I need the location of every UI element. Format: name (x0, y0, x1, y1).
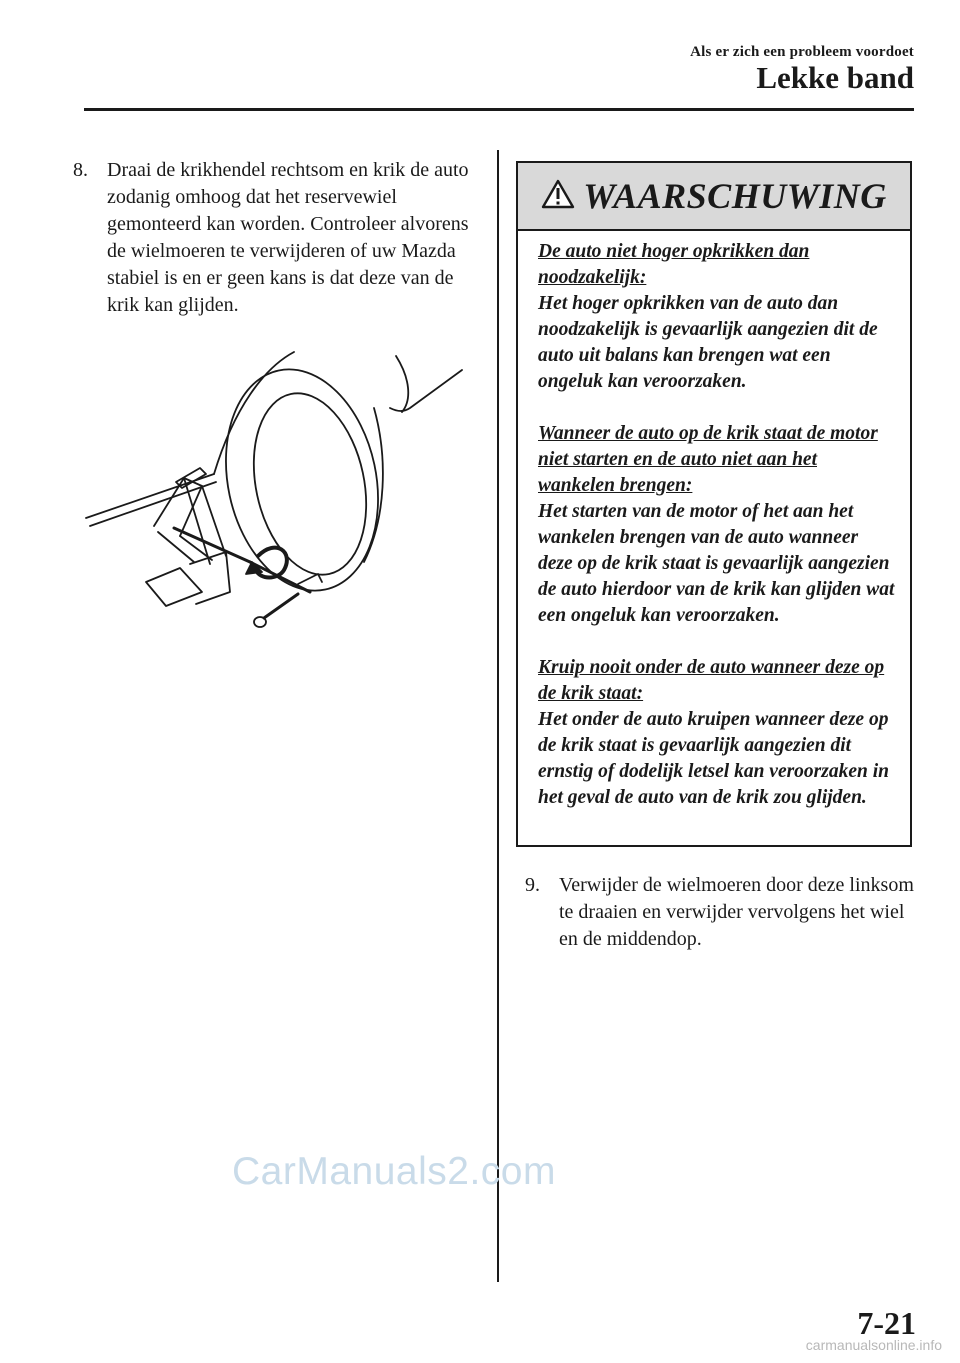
header-rule (84, 108, 914, 111)
warning-item (538, 421, 896, 629)
page-number: 7-21 (857, 1305, 916, 1341)
step-9 (525, 872, 925, 953)
step-text: Draai de krikhendel rechtsom en krik de auto zodanig omhoog dat het reservewiel gemonteerd kan worden. Controleer alvorens de wielmoeren te verwijderen of uw Mazda stabiel is en er geen kans is dat deze van de krik kan glijden. (107, 159, 469, 316)
warning-text: Het hoger opkrikken van de auto dan noodzakelijk is gevaarlijk aangezien dit de auto uit balans kan brengen wat een ongeluk kan veroorzaken. (538, 293, 878, 392)
warning-text: Het starten van de motor of het aan het wankelen brengen van de auto wanneer deze op de krik staat is gevaarlijk aangezien de auto hierdoor van de krik kan glijden wat een ongeluk kan veroorzaken. (538, 501, 895, 626)
warning-text: Het onder de auto kruipen wanneer deze op de krik staat is gevaarlijk aangezien dit ernstig of dodelijk letsel kan veroorzaken in het geval de auto van de krik zou glijden. (538, 709, 889, 808)
warning-title: WAARSCHUWING (583, 176, 887, 216)
warning-item (538, 655, 896, 811)
step-number: 9. (525, 874, 540, 896)
warning-heading: De auto niet hoger opkrikken dan noodzakelijk: (538, 241, 810, 288)
warning-triangle-icon (541, 179, 575, 214)
car-jack-wheel-illustration (84, 348, 472, 648)
warning-body (518, 231, 910, 811)
step-8 (73, 157, 473, 319)
watermark: CarManuals2.com (232, 1150, 556, 1193)
page-title: Lekke band (756, 60, 914, 95)
footer-watermark: carmanualsonline.info (805, 1337, 942, 1353)
step-text: Verwijder de wielmoeren door deze linksom te draaien en verwijder vervolgens het wiel en de middendop. (559, 874, 914, 950)
section-title: Als er zich een probleem voordoet (690, 44, 914, 60)
column-divider (497, 150, 499, 1282)
warning-heading: Wanneer de auto op de krik staat de motor niet starten en de auto niet aan het wankelen brengen: (538, 423, 878, 496)
warning-box (516, 161, 912, 847)
step-number: 8. (73, 159, 88, 181)
warning-heading: Kruip nooit onder de auto wanneer deze op de krik staat: (538, 657, 885, 704)
warning-header (518, 163, 910, 231)
warning-item (538, 239, 896, 395)
